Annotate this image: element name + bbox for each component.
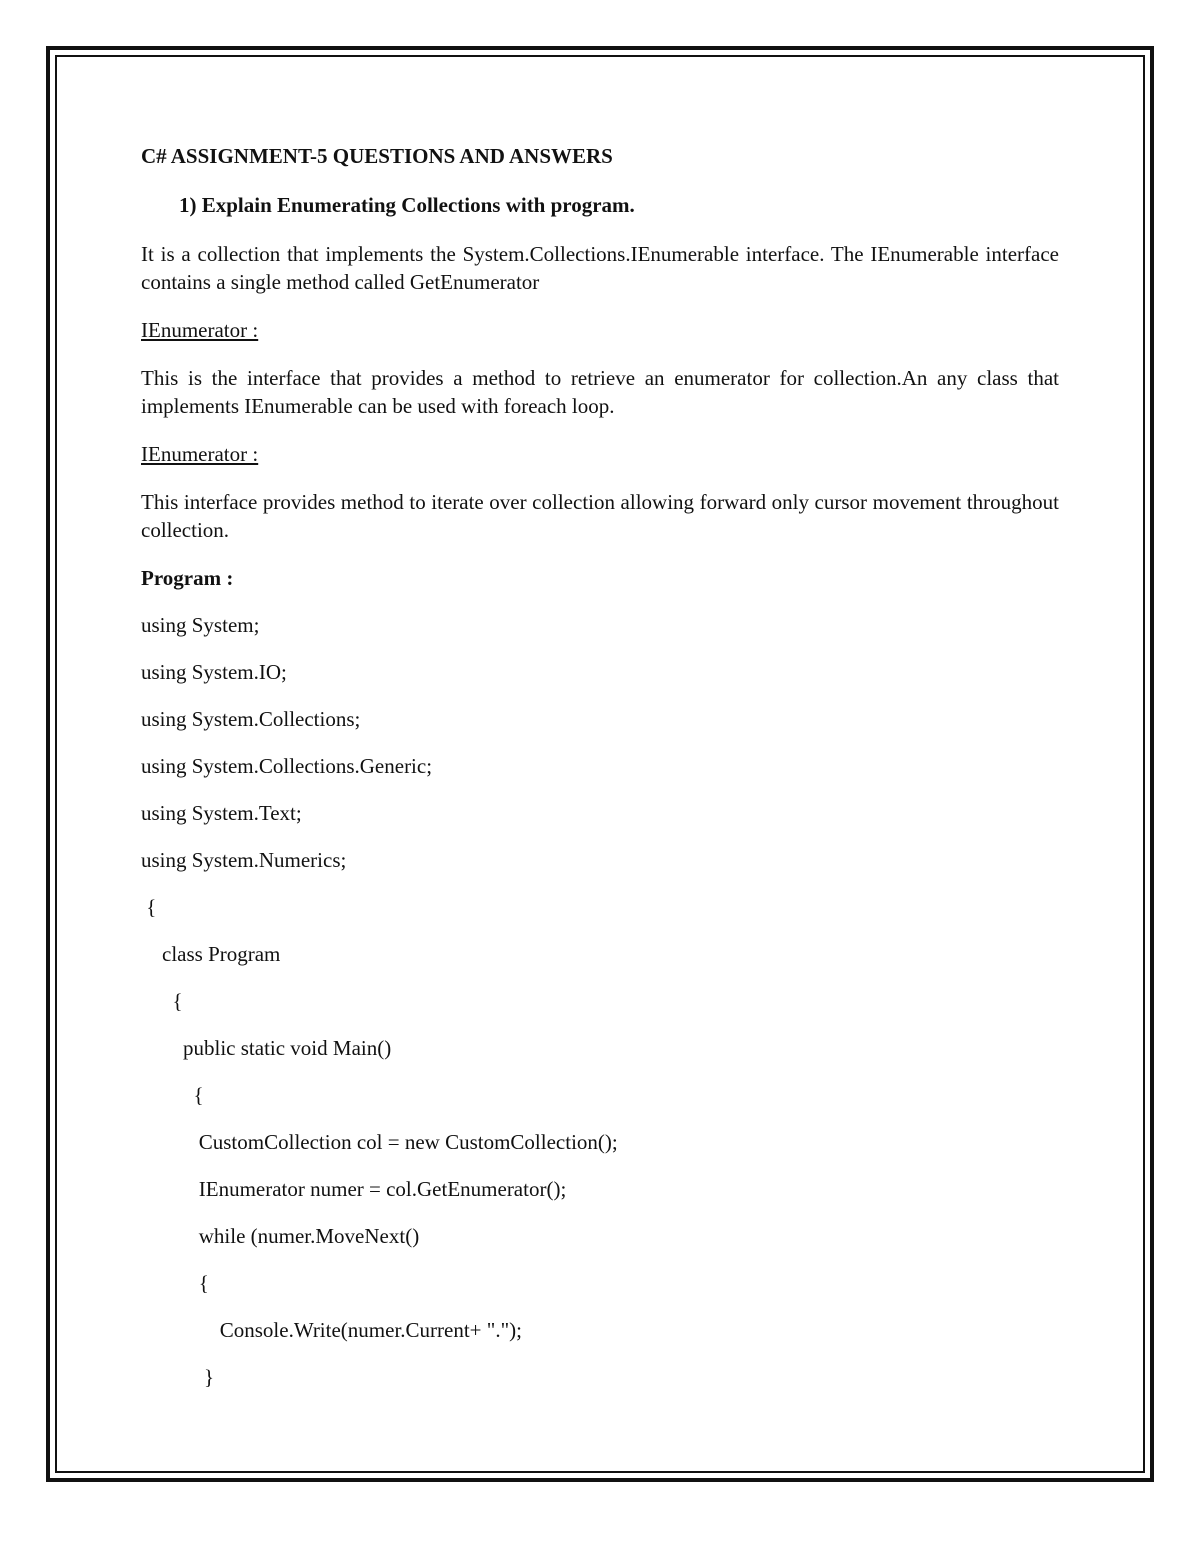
code-block [141,611,1059,1391]
code-line: using System.Text; [141,801,302,825]
code-line: { [141,989,183,1013]
code-line: using System.IO; [141,660,287,684]
document-body [141,138,1059,1391]
code-line: using System; [141,613,260,637]
program-label: Program : [141,566,234,590]
code-line: while (numer.MoveNext() [141,1224,420,1248]
intro-paragraph: It is a collection that implements the System.Collections.IEnumerable interface. The IEnumerable interface contains a single method called GetEnumerator [141,242,1059,294]
code-line: using System.Collections.Generic; [141,754,433,778]
code-line: { [141,1083,204,1107]
section-heading-ienumerator: IEnumerator : [141,318,259,342]
section-paragraph-ienumerator: This is the interface that provides a method to retrieve an enumerator for collection.An any class that implements IEnumerable can be used with foreach loop. [141,366,1059,418]
code-line: CustomCollection col = new CustomCollection(); [141,1130,618,1154]
code-line: { [141,895,157,919]
section-heading-ienumerator-2: IEnumerator : [141,442,259,466]
code-line: } [141,1365,215,1389]
code-line: using System.Numerics; [141,848,347,872]
question-heading: 1) Explain Enumerating Collections with program. [179,193,635,217]
code-line: class Program [141,942,281,966]
code-line: public static void Main() [141,1036,392,1060]
section-paragraph-ienumerator-2: This interface provides method to iterate over collection allowing forward only cursor movement throughout collection. [141,490,1059,542]
code-line: Console.Write(numer.Current+ "."); [141,1318,522,1342]
code-line: IEnumerator numer = col.GetEnumerator(); [141,1177,567,1201]
code-line: using System.Collections; [141,707,361,731]
code-line: { [141,1271,209,1295]
document-title: C# ASSIGNMENT-5 QUESTIONS AND ANSWERS [141,144,613,168]
